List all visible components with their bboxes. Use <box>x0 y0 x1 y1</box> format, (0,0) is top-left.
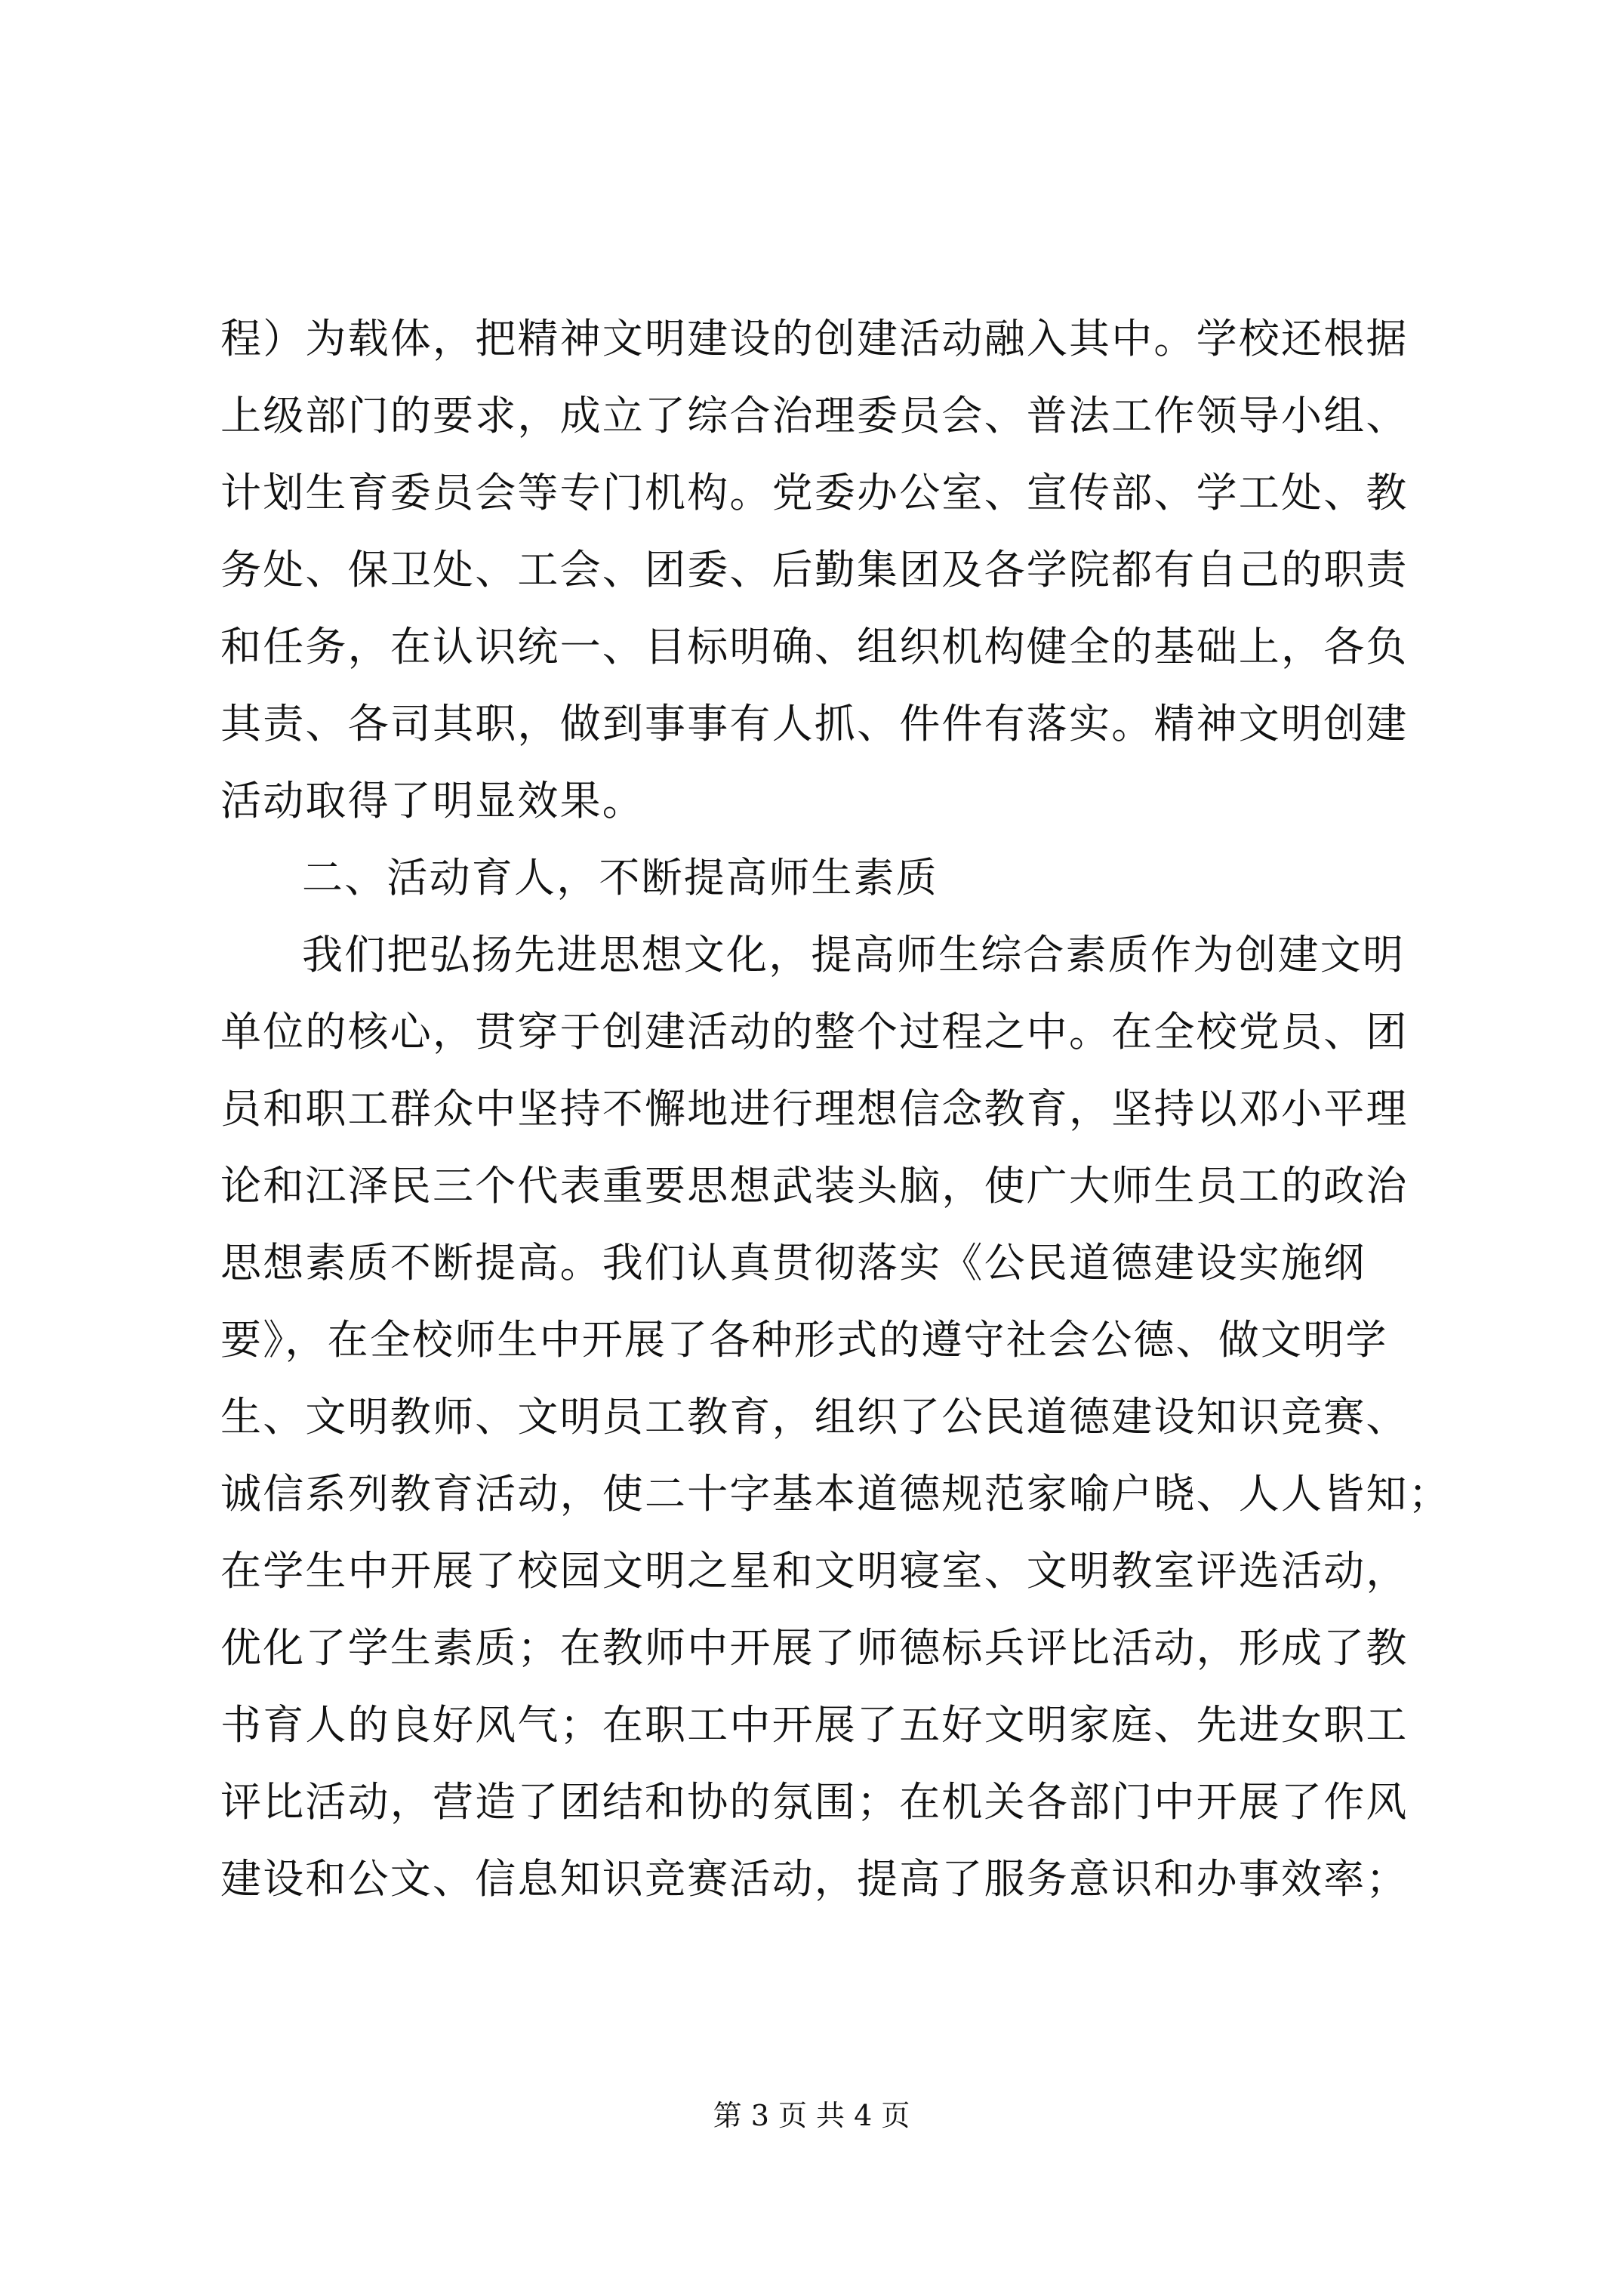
text-line: 优化了学生素质；在教师中开展了师德标兵评比活动，形成了教 <box>220 1624 1409 1672</box>
text-line: 诚信系列教育活动，使二十字基本道德规范家喻户晓、人人皆知； <box>220 1470 1451 1518</box>
text-line: 计划生育委员会等专门机构。党委办公室、宣传部、学工处、教 <box>220 469 1409 516</box>
text-line: 其责、各司其职，做到事事有人抓、件件有落实。精神文明创建 <box>220 700 1409 747</box>
text-line: 生、文明教师、文明员工教育，组织了公民道德建设知识竞赛、 <box>220 1393 1409 1441</box>
text-line: 论和江泽民三个代表重要思想武装头脑，使广大师生员工的政治 <box>220 1162 1409 1210</box>
body-text <box>220 300 1451 1918</box>
text-line: 我们把弘扬先进思想文化，提高师生综合素质作为创建文明 <box>302 931 1406 978</box>
text-line: 建设和公文、信息知识竞赛活动，提高了服务意识和办事效率； <box>220 1855 1409 1903</box>
text-line: 在学生中开展了校园文明之星和文明寝室、文明教室评选活动， <box>220 1547 1409 1595</box>
text-line: 程）为载体，把精神文明建设的创建活动融入其中。学校还根据 <box>220 315 1409 362</box>
text-line: 书育人的良好风气；在职工中开展了五好文明家庭、先进女职工 <box>220 1701 1409 1749</box>
text-line: 评比活动，营造了团结和协的氛围；在机关各部门中开展了作风 <box>220 1778 1409 1826</box>
page-footer: 第 3 页 共 4 页 <box>713 2099 910 2132</box>
text-line: 上级部门的要求，成立了综合治理委员会、普法工作领导小组、 <box>220 392 1409 439</box>
text-line: 思想素质不断提高。我们认真贯彻落实《公民道德建设实施纲 <box>220 1239 1366 1287</box>
text-line: 员和职工群众中坚持不懈地进行理想信念教育，坚持以邓小平理 <box>220 1085 1409 1133</box>
text-line: 单位的核心，贯穿于创建活动的整个过程之中。在全校党员、团 <box>220 1008 1409 1056</box>
text-line: 活动取得了明显效果。 <box>220 777 645 824</box>
text-line: 和任务，在认识统一、目标明确、组织机构健全的基础上，各负 <box>220 623 1409 670</box>
text-line: 二、活动育人，不断提高师生素质 <box>302 854 938 901</box>
text-line: 务处、保卫处、工会、团委、后勤集团及各学院都有自己的职责 <box>220 546 1409 593</box>
text-line: 要》，在全校师生中开展了各种形式的遵守社会公德、做文明学 <box>220 1316 1388 1364</box>
